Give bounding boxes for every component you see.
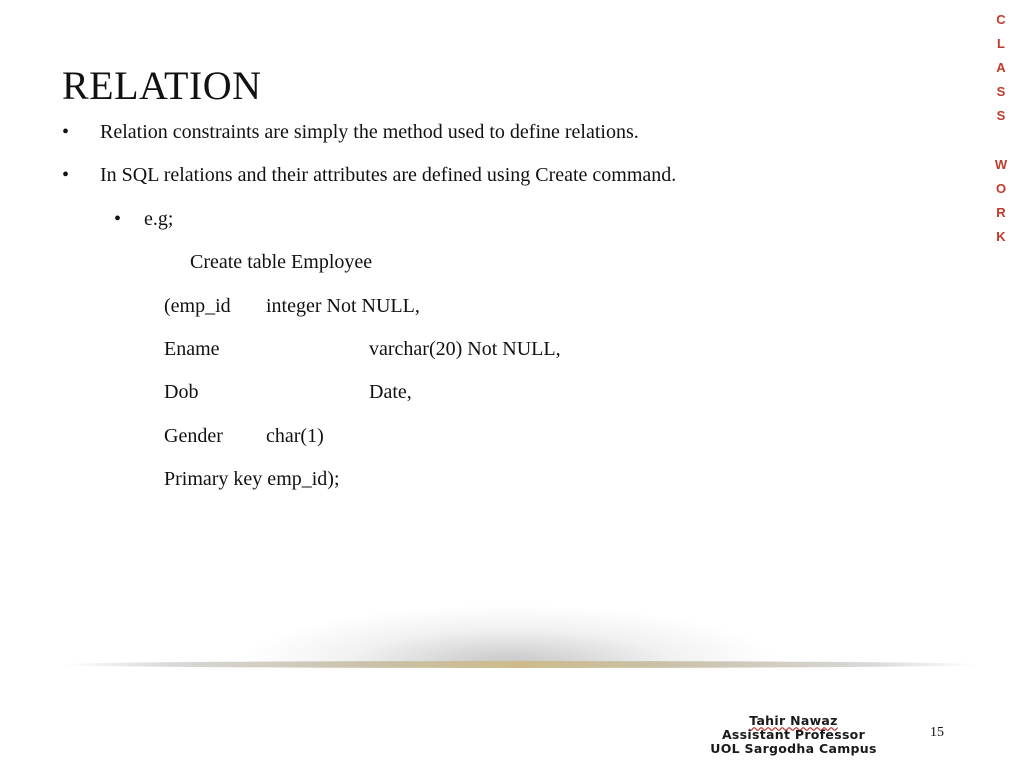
side-letter: S	[996, 84, 1006, 99]
code-row	[164, 422, 324, 450]
code-column-name: (emp_id	[164, 295, 231, 317]
author-signature	[686, 714, 901, 756]
signature-campus: UOL Sargodha Campus	[710, 741, 877, 756]
code-row	[164, 292, 420, 320]
code-row	[164, 335, 561, 363]
bullet-text: Relation constraints are simply the method used to define relations.	[100, 121, 639, 143]
decorative-glow	[150, 585, 870, 665]
side-letter: O	[995, 181, 1007, 196]
side-letter: R	[996, 205, 1006, 220]
side-letter: C	[996, 12, 1006, 27]
code-column-type: varchar(20) Not NULL,	[369, 338, 561, 360]
bullet-marker: •	[114, 208, 122, 230]
code-column-name: Gender	[164, 425, 223, 447]
bullet-marker: •	[62, 121, 70, 143]
footer-divider	[60, 661, 980, 668]
bullet-marker: •	[62, 164, 70, 186]
code-line-create: Create table Employee	[190, 251, 373, 273]
page-number: 15	[930, 725, 944, 740]
side-letter: S	[996, 108, 1006, 123]
code-column-name: Ename	[164, 338, 220, 360]
code-column-type: integer Not NULL,	[266, 295, 420, 317]
code-column-name: Dob	[164, 381, 199, 403]
side-letter: L	[997, 36, 1005, 51]
bullet-text: e.g;	[144, 208, 174, 230]
side-label-class	[990, 8, 1012, 128]
slide-title: RELATION	[62, 63, 262, 108]
signature-role: Assistant Professor	[721, 727, 866, 742]
side-letter: K	[996, 229, 1006, 244]
code-line-primary-key: Primary key emp_id);	[164, 468, 340, 490]
side-letter: A	[996, 60, 1006, 75]
signature-name: Tahir Nawaz	[749, 713, 838, 728]
code-column-type: Date,	[369, 381, 412, 403]
side-label-work	[990, 153, 1012, 249]
side-letter: W	[994, 157, 1008, 172]
code-column-type: char(1)	[266, 425, 324, 447]
code-row	[164, 378, 412, 406]
bullet-text: In SQL relations and their attributes are defined using Create command.	[100, 164, 677, 186]
